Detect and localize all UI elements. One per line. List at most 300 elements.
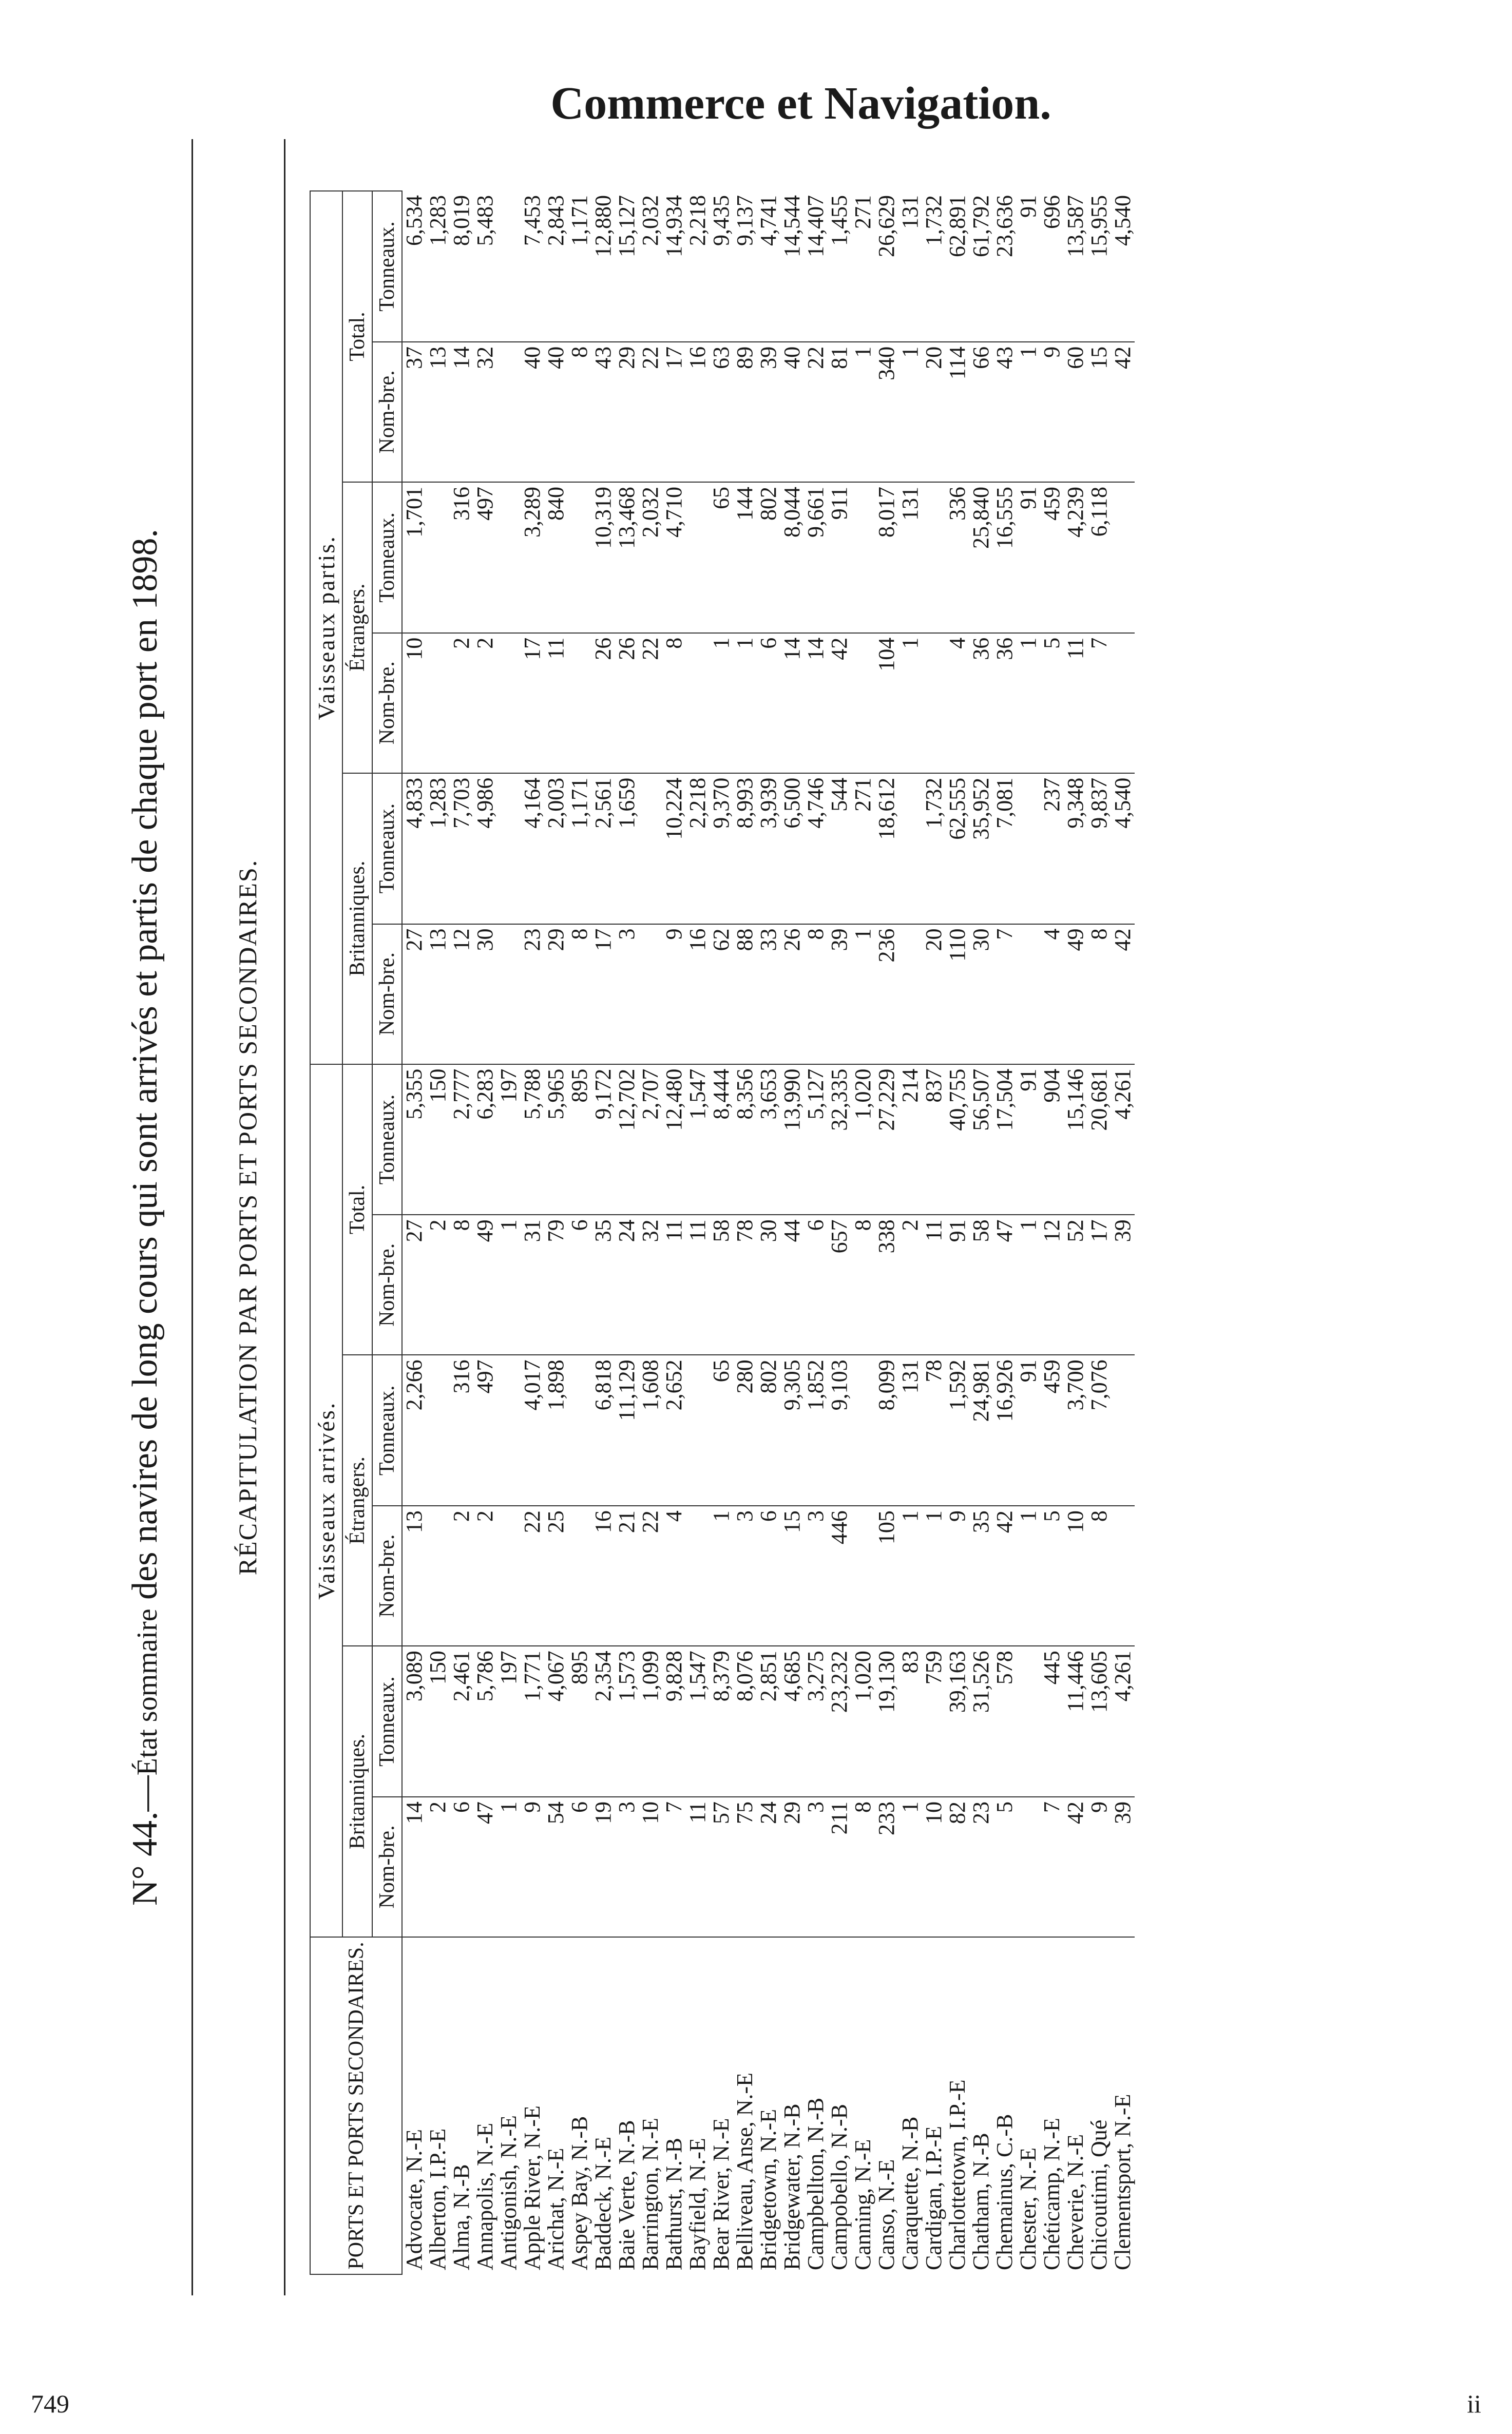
table-cell: 114 — [946, 341, 969, 482]
table-cell: 1 — [1017, 1215, 1040, 1355]
table-cell: 4,986 — [473, 773, 497, 924]
table-cell: 11 — [686, 1796, 710, 1937]
table-cell: 60 — [1064, 341, 1087, 482]
table-cell: 1,898 — [544, 1355, 568, 1506]
table-row — [733, 191, 757, 2274]
table-cell: 2 — [898, 1215, 922, 1355]
table-row — [710, 191, 733, 2274]
table-cell: 62,555 — [946, 773, 969, 924]
table-cell: 214 — [898, 1064, 922, 1215]
unit-tonneaux: Tonneaux. — [372, 773, 402, 924]
table-cell: 39 — [828, 924, 851, 1064]
table-cell: 7,453 — [521, 191, 544, 342]
table-cell: 1,171 — [568, 773, 591, 924]
table-cell: 131 — [898, 1355, 922, 1506]
table-cell: 11 — [1064, 633, 1087, 773]
table-cell — [568, 633, 591, 773]
table-cell: 5,483 — [473, 191, 497, 342]
table-cell: 3 — [804, 1796, 828, 1937]
table-cell: 27,229 — [875, 1064, 898, 1215]
table-cell: 17 — [1087, 1215, 1111, 1355]
table-row — [1040, 191, 1064, 2274]
table-cell — [1111, 1355, 1135, 1506]
table-cell — [497, 773, 521, 924]
table-row — [875, 191, 898, 2274]
table-cell: 13,990 — [780, 1064, 804, 1215]
table-cell: 6,534 — [402, 191, 426, 342]
table-cell: 445 — [1040, 1646, 1064, 1797]
unit-tonneaux: Tonneaux. — [372, 1064, 402, 1215]
table-cell: 14,544 — [780, 191, 804, 342]
table-cell: 8 — [568, 341, 591, 482]
table-cell: 4,239 — [1064, 482, 1087, 633]
table-cell: 9,661 — [804, 482, 828, 633]
table-cell: 6 — [568, 1796, 591, 1937]
table-row — [615, 191, 639, 2274]
table-cell: 1,020 — [851, 1646, 875, 1797]
port-name: Alberton, I.P.-E — [425, 2128, 450, 2270]
table-cell: 39 — [1111, 1215, 1135, 1355]
table-cell: 150 — [426, 1064, 450, 1215]
table-cell — [1111, 633, 1135, 773]
table-cell: 1 — [1017, 341, 1040, 482]
table-cell: 2 — [473, 1506, 497, 1646]
port-name: Cardigan, I.P.-E — [921, 2125, 946, 2270]
table-cell — [851, 1355, 875, 1506]
table-cell: 7 — [993, 924, 1017, 1064]
table-cell: 36 — [993, 633, 1017, 773]
table-cell — [686, 633, 710, 773]
table-cell: 459 — [1040, 482, 1064, 633]
table-cell: 16,926 — [993, 1355, 1017, 1506]
table-cell: 459 — [1040, 1355, 1064, 1506]
table-cell: 4 — [662, 1506, 686, 1646]
table-cell: 9,370 — [710, 773, 733, 924]
table-cell: 30 — [473, 924, 497, 1064]
table-cell: 43 — [993, 341, 1017, 482]
table-cell: 40 — [780, 341, 804, 482]
table-cell — [686, 482, 710, 633]
table-cell: 1 — [710, 1506, 733, 1646]
table-cell: 8 — [568, 924, 591, 1064]
table-cell: 10 — [1064, 1506, 1087, 1646]
table-cell: 11 — [662, 1215, 686, 1355]
title-prefix: N° 44.— — [125, 1775, 165, 1906]
table-cell: 5,355 — [402, 1064, 426, 1215]
table-cell: 3 — [804, 1506, 828, 1646]
table-cell: 13,587 — [1064, 191, 1087, 342]
port-name: Apple River, N.-E — [519, 2105, 545, 2270]
table-cell: 91 — [946, 1215, 969, 1355]
table-cell: 338 — [875, 1215, 898, 1355]
port-name: Advocate, N.-E — [401, 2129, 427, 2270]
table-cell: 14,407 — [804, 191, 828, 342]
table-cell: 144 — [733, 482, 757, 633]
table-cell: 16 — [686, 341, 710, 482]
table-cell: 6,283 — [473, 1064, 497, 1215]
table-cell: 88 — [733, 924, 757, 1064]
table-cell — [497, 482, 521, 633]
table-cell — [922, 482, 946, 633]
table-cell: 4,741 — [757, 191, 780, 342]
table-cell: 42 — [993, 1506, 1017, 1646]
table-row — [591, 191, 615, 2274]
sub-total-par: Total. — [342, 191, 372, 482]
table-cell: 837 — [922, 1064, 946, 1215]
table-cell — [497, 191, 521, 342]
table-cell: 78 — [733, 1215, 757, 1355]
table-row — [402, 191, 426, 2274]
table-cell — [1017, 773, 1040, 924]
port-name: Charlottetown, I.P.-E — [944, 2079, 970, 2270]
port-name: Baddeck, N.-E — [590, 2136, 616, 2270]
table-cell: 26 — [780, 924, 804, 1064]
port-name: Bayfield, N.-E — [684, 2137, 710, 2270]
table-cell: 8,044 — [780, 482, 804, 633]
table-cell: 1 — [851, 341, 875, 482]
table-cell: 10,319 — [591, 482, 615, 633]
port-name: Chéticamp, N.-E — [1039, 2117, 1064, 2270]
table-cell: 7 — [1087, 633, 1111, 773]
table-cell: 197 — [497, 1064, 521, 1215]
table-cell: 30 — [757, 1215, 780, 1355]
table-cell: 11 — [686, 1215, 710, 1355]
port-name: Belliveau, Anse, N.-E — [732, 2072, 757, 2270]
table-cell: 15,127 — [615, 191, 639, 342]
table-cell: 7,703 — [450, 773, 473, 924]
table-cell: 2,652 — [662, 1355, 686, 1506]
table-row — [1064, 191, 1087, 2274]
table-cell: 1,701 — [402, 482, 426, 633]
table-cell: 8,019 — [450, 191, 473, 342]
table-cell: 1 — [851, 924, 875, 1064]
sub-etr-arr: Étrangers. — [342, 1355, 372, 1646]
table-cell: 11 — [544, 633, 568, 773]
port-name: Arichat, N.-E — [543, 2148, 568, 2270]
table-cell: 19 — [591, 1796, 615, 1937]
table-cell: 3,089 — [402, 1646, 426, 1797]
page-number: 749 — [31, 2389, 69, 2418]
table-cell: 1 — [497, 1796, 521, 1937]
table-row — [969, 191, 993, 2274]
table-cell: 8,356 — [733, 1064, 757, 1215]
table-cell: 6,818 — [591, 1355, 615, 1506]
table-cell: 1,171 — [568, 191, 591, 342]
table-cell: 110 — [946, 924, 969, 1064]
table-cell: 91 — [1017, 191, 1040, 342]
table-cell — [497, 924, 521, 1064]
port-name: Chester, N.-E — [1015, 2147, 1041, 2270]
unit-nombre: Nom-bre. — [372, 924, 402, 1064]
table-row — [993, 191, 1017, 2274]
unit-tonneaux: Tonneaux. — [372, 482, 402, 633]
table-cell: 14,934 — [662, 191, 686, 342]
group-partis: Vaisseaux partis. — [310, 191, 342, 1064]
table-cell: 6 — [804, 1215, 828, 1355]
table-cell: 13 — [426, 341, 450, 482]
table-cell: 39,163 — [946, 1646, 969, 1797]
table-cell: 8 — [851, 1796, 875, 1937]
table-cell: 58 — [969, 1215, 993, 1355]
table-cell: 3 — [615, 924, 639, 1064]
port-name: Antigonish, N.-E — [495, 2115, 521, 2270]
table-cell: 105 — [875, 1506, 898, 1646]
table-cell: 8,379 — [710, 1646, 733, 1797]
port-name: Aspey Bay, N.-B — [566, 2116, 592, 2270]
table-cell: 544 — [828, 773, 851, 924]
table-cell: 1 — [922, 1506, 946, 1646]
sub-total-arr: Total. — [342, 1064, 372, 1355]
table-cell: 32 — [639, 1215, 662, 1355]
sub-etr-par: Étrangers. — [342, 482, 372, 773]
table-row — [426, 191, 450, 2274]
table-cell — [426, 1506, 450, 1646]
table-cell: 24,981 — [969, 1355, 993, 1506]
table-cell: 6 — [568, 1215, 591, 1355]
table-cell: 895 — [568, 1064, 591, 1215]
table-cell: 2,003 — [544, 773, 568, 924]
table-cell: 3,700 — [1064, 1355, 1087, 1506]
table-cell: 36 — [969, 633, 993, 773]
table-cell: 840 — [544, 482, 568, 633]
table-row — [544, 191, 568, 2274]
table-cell: 66 — [969, 341, 993, 482]
table-row — [639, 191, 662, 2274]
table-cell: 83 — [898, 1646, 922, 1797]
table-cell: 3,653 — [757, 1064, 780, 1215]
table-cell: 4,685 — [780, 1646, 804, 1797]
group-arrives: Vaisseaux arrivés. — [310, 1064, 342, 1937]
table-cell — [1111, 1506, 1135, 1646]
table-row — [450, 191, 473, 2274]
table-cell: 5 — [1040, 633, 1064, 773]
table-cell — [686, 1506, 710, 1646]
table-cell: 2,707 — [639, 1064, 662, 1215]
table-cell: 23 — [521, 924, 544, 1064]
table-cell: 22 — [804, 341, 828, 482]
table-cell — [922, 633, 946, 773]
table-cell: 9,828 — [662, 1646, 686, 1797]
table-cell: 62 — [710, 924, 733, 1064]
table-cell — [851, 1506, 875, 1646]
table-cell: 57 — [710, 1796, 733, 1937]
table-cell: 15,955 — [1087, 191, 1111, 342]
table-cell: 4,710 — [662, 482, 686, 633]
table-cell: 8 — [804, 924, 828, 1064]
table-cell: 15 — [780, 1506, 804, 1646]
table-cell: 6 — [450, 1796, 473, 1937]
table-cell: 47 — [993, 1215, 1017, 1355]
table-cell: 1,547 — [686, 1064, 710, 1215]
table-cell: 9,172 — [591, 1064, 615, 1215]
table-cell: 9,137 — [733, 191, 757, 342]
table-row — [521, 191, 544, 2274]
table-cell: 32,335 — [828, 1064, 851, 1215]
port-name: Clementsport, N.-E — [1109, 2094, 1135, 2270]
table-cell: 316 — [450, 1355, 473, 1506]
unit-nombre: Nom-bre. — [372, 633, 402, 773]
table-cell: 16,555 — [993, 482, 1017, 633]
port-name: Canning, N.-E — [850, 2139, 875, 2270]
table-cell: 75 — [733, 1796, 757, 1937]
table-cell — [426, 633, 450, 773]
table-cell: 2,218 — [686, 773, 710, 924]
table-row — [662, 191, 686, 2274]
table-cell: 6 — [757, 1506, 780, 1646]
table-cell: 17,504 — [993, 1064, 1017, 1215]
table-cell: 27 — [402, 924, 426, 1064]
title-rest: des navires de long cours qui sont arrivés et partis de chaque port en 1898. — [125, 528, 165, 1608]
unit-tonneaux: Tonneaux. — [372, 1355, 402, 1506]
table-cell: 1,020 — [851, 1064, 875, 1215]
table-cell: 26,629 — [875, 191, 898, 342]
table-cell — [1017, 924, 1040, 1064]
table-cell: 16 — [591, 1506, 615, 1646]
table-cell: 42 — [828, 633, 851, 773]
table-cell: 39 — [757, 341, 780, 482]
table-cell: 2,843 — [544, 191, 568, 342]
table-cell: 11,129 — [615, 1355, 639, 1506]
table-cell: 22 — [521, 1506, 544, 1646]
table-cell: 15 — [1087, 341, 1111, 482]
table-cell — [497, 1355, 521, 1506]
table-row — [1111, 191, 1135, 2274]
port-name: Baie Verte, N.-B — [614, 2120, 639, 2270]
header-rule — [284, 139, 285, 2295]
title-smallcaps: État sommaire — [131, 1608, 163, 1775]
table-cell: 578 — [993, 1646, 1017, 1797]
table-cell: 22 — [639, 1506, 662, 1646]
table-cell: 271 — [851, 191, 875, 342]
table-cell — [898, 773, 922, 924]
table-cell: 5,788 — [521, 1064, 544, 1215]
table-cell: 10 — [639, 1796, 662, 1937]
table-cell: 49 — [1064, 924, 1087, 1064]
top-rule — [192, 139, 193, 2295]
table-cell — [497, 341, 521, 482]
table-cell: 1 — [898, 341, 922, 482]
port-name: Bathurst, N.-B — [661, 2137, 686, 2270]
table-cell: 4,017 — [521, 1355, 544, 1506]
table-cell: 54 — [544, 1796, 568, 1937]
table-cell: 6,118 — [1087, 482, 1111, 633]
table-row — [757, 191, 780, 2274]
table-cell: 2 — [426, 1215, 450, 1355]
table-cell: 1 — [898, 1796, 922, 1937]
table-cell: 63 — [710, 341, 733, 482]
table-row — [780, 191, 804, 2274]
table-cell: 2,777 — [450, 1064, 473, 1215]
table-cell: 9 — [521, 1796, 544, 1937]
table-cell: 271 — [851, 773, 875, 924]
table-cell — [1017, 1646, 1040, 1797]
table-cell: 2,032 — [639, 482, 662, 633]
table-cell: 2,851 — [757, 1646, 780, 1797]
table-cell: 22 — [639, 633, 662, 773]
port-name: Bridgewater, N.-B — [779, 2103, 805, 2270]
table-cell: 2 — [450, 633, 473, 773]
table-cell — [497, 633, 521, 773]
table-cell: 3 — [615, 1796, 639, 1937]
port-name: Campobello, N.-B — [826, 2103, 852, 2270]
table-cell: 1,852 — [804, 1355, 828, 1506]
table-row — [851, 191, 875, 2274]
table-cell: 91 — [1017, 1355, 1040, 1506]
table-cell: 1,592 — [946, 1355, 969, 1506]
table-cell: 8,444 — [710, 1064, 733, 1215]
table-cell: 9 — [1087, 1796, 1111, 1937]
port-name: Cheverie, N.-E — [1062, 2134, 1088, 2270]
port-name: Bear River, N.-E — [708, 2118, 734, 2270]
table-cell: 1,771 — [521, 1646, 544, 1797]
table-title — [125, 139, 166, 2295]
table-cell: 8 — [1087, 1506, 1111, 1646]
table-cell: 13,468 — [615, 482, 639, 633]
table-cell: 7 — [662, 1796, 686, 1937]
table-cell: 1,455 — [828, 191, 851, 342]
table-cell — [686, 1355, 710, 1506]
table-cell: 78 — [922, 1355, 946, 1506]
table-cell: 82 — [946, 1796, 969, 1937]
table-cell: 2,218 — [686, 191, 710, 342]
port-name: Canso, N.-E — [873, 2159, 899, 2270]
table-cell: 5 — [1040, 1506, 1064, 1646]
table-cell: 25 — [544, 1506, 568, 1646]
table-cell: 759 — [922, 1646, 946, 1797]
table-cell: 27 — [402, 1215, 426, 1355]
table-cell: 42 — [1111, 341, 1135, 482]
table-cell: 280 — [733, 1355, 757, 1506]
table-cell: 35 — [969, 1506, 993, 1646]
sub-brit-arr: Britanniques. — [342, 1646, 372, 1937]
table-cell: 236 — [875, 924, 898, 1064]
unit-tonneaux: Tonneaux. — [372, 1646, 402, 1797]
table-cell: 1 — [898, 633, 922, 773]
table-cell: 1 — [1017, 633, 1040, 773]
table-cell: 61,792 — [969, 191, 993, 342]
table-cell — [426, 1355, 450, 1506]
table-cell: 40,755 — [946, 1064, 969, 1215]
unit-nombre: Nom-bre. — [372, 1796, 402, 1937]
table-cell: 4,746 — [804, 773, 828, 924]
table-cell: 32 — [473, 341, 497, 482]
table-row — [946, 191, 969, 2274]
table-cell: 35,952 — [969, 773, 993, 924]
table-cell: 44 — [780, 1215, 804, 1355]
table-cell: 211 — [828, 1796, 851, 1937]
table-cell: 20 — [922, 924, 946, 1064]
table-cell: 1 — [1017, 1506, 1040, 1646]
table-cell: 31,526 — [969, 1646, 993, 1797]
table-cell: 81 — [828, 341, 851, 482]
table-cell: 19,130 — [875, 1646, 898, 1797]
table-cell: 40 — [544, 341, 568, 482]
table-cell: 1,608 — [639, 1355, 662, 1506]
table-cell: 7 — [1040, 1796, 1064, 1937]
table-cell: 1,099 — [639, 1646, 662, 1797]
table-cell: 89 — [733, 341, 757, 482]
table-cell: 22 — [639, 341, 662, 482]
table-cell: 4,833 — [402, 773, 426, 924]
table-cell: 42 — [1111, 924, 1135, 1064]
table-cell: 42 — [1064, 1796, 1087, 1937]
table-cell: 29 — [615, 341, 639, 482]
table-cell: 802 — [757, 1355, 780, 1506]
table-cell: 91 — [1017, 1064, 1040, 1215]
table-cell: 3,939 — [757, 773, 780, 924]
table-cell: 2,032 — [639, 191, 662, 342]
table-row — [473, 191, 497, 2274]
